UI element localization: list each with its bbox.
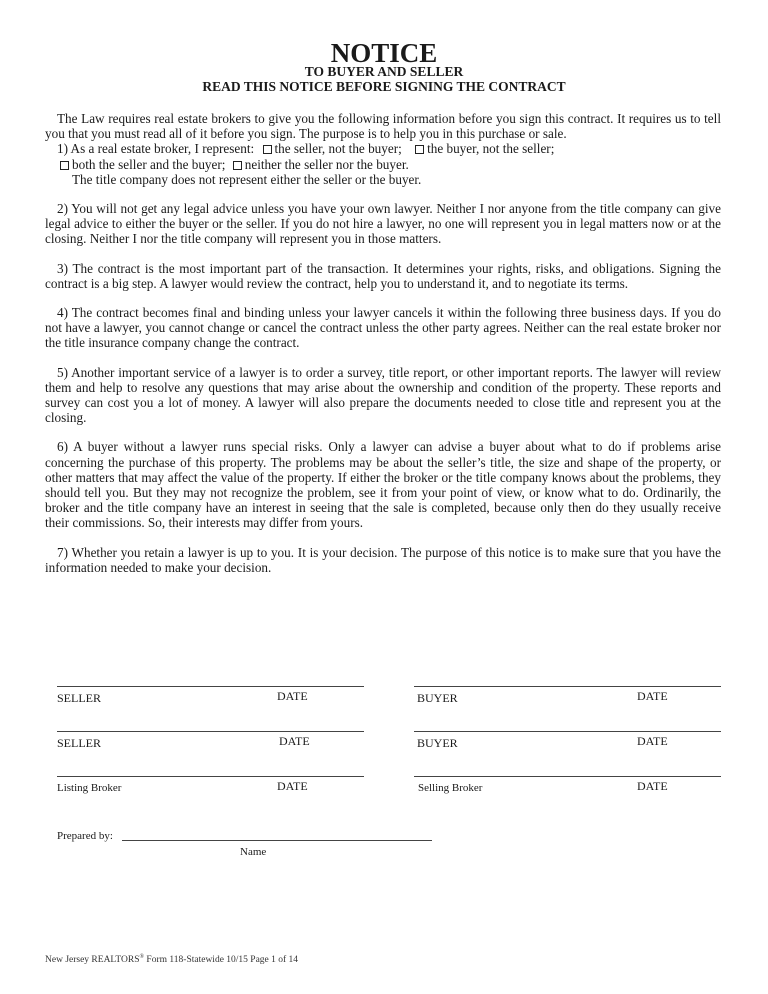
paragraph-2: 2) You will not get any legal advice unless you have your own lawyer. Neither I nor anyone from the title company can give legal advice to either the buyer or the seller. If you do not hire a lawyer, no one will represent you in legal matters now or at the closing. Neither I nor the title company will represent you in those matters. — [45, 201, 721, 247]
notice-body — [45, 111, 721, 589]
paragraph-7: 7) Whether you retain a lawyer is up to you. It is your decision. The purpose of this notice is to make sure that you have the information needed to make your decision. — [45, 544, 721, 575]
title-company-note: The title company does not represent either the seller or the buyer. — [72, 171, 422, 187]
seller2-label: SELLER — [57, 736, 101, 750]
paragraph-4: 4) The contract becomes final and binding unless your lawyer cancels it within the following three business days. If you do not have a lawyer, you cannot change or cancel the contract unless the other party agrees. Neither can the real estate broker nor the title insurance company change the contract. — [45, 305, 721, 351]
buyer2-date-label: DATE — [637, 734, 668, 748]
paragraph-6: 6) A buyer without a lawyer runs special risks. Only a lawyer can advise a buyer about what to do if problems arise concerning the purchase of this property. The problems may be about the seller’s title, the size and shape of the property, or other matters that may affect the value of the property. If either the broker or the title company knows about the problems, they should tell you. But they may not recognize the problem, see it from your point of view, or know what to do. Ordinarily, the broker and the title company have an interest in seeing that the sale is completed, because only then do they usually receive their commissions. So, their interests may differ from yours. — [45, 439, 721, 531]
checkbox-both[interactable] — [60, 161, 69, 170]
representation-section — [45, 141, 721, 187]
selling-broker-signature-line[interactable] — [414, 776, 721, 777]
buyer1-signature-line[interactable] — [414, 686, 721, 687]
prepared-by-name-label: Name — [240, 846, 267, 858]
option-seller-label: the seller, not the buyer; — [274, 141, 402, 157]
listing-broker-date-label: DATE — [277, 779, 308, 793]
seller2-date-label: DATE — [279, 734, 310, 748]
checkbox-buyer[interactable] — [415, 145, 424, 154]
option-both-label: both the seller and the buyer; — [72, 156, 226, 172]
intro-paragraph: The Law requires real estate brokers to give you the following information before you sign this contract. It requires us to tell you that you must read all of it before you sign. The purpose is to help you in this purchase or sale. — [45, 111, 721, 142]
footer-org: New Jersey REALTORS — [45, 955, 140, 966]
footer-form-info: Form 118-Statewide 10/15 Page 1 of 14 — [146, 955, 299, 966]
checkbox-seller[interactable] — [263, 145, 272, 154]
notice-title: NOTICE — [330, 38, 438, 68]
paragraph-3: 3) The contract is the most important part of the transaction. It determines your rights, risks, and obligations. Signing the contract is a big step. A lawyer would review the contract, help you to understand it, and to negotiate its terms. — [45, 260, 721, 291]
checkbox-neither[interactable] — [233, 161, 242, 170]
representation-lead: 1) As a real estate broker, I represent: — [57, 141, 255, 157]
registered-mark: ® — [139, 954, 145, 960]
notice-warning: READ THIS NOTICE BEFORE SIGNING THE CONTRACT — [202, 79, 566, 94]
prepared-by-label: Prepared by: — [57, 830, 113, 842]
selling-broker-date-label: DATE — [637, 779, 668, 793]
prepared-by-name-line[interactable] — [122, 840, 432, 841]
seller1-date-label: DATE — [277, 689, 308, 703]
buyer1-label: BUYER — [417, 691, 458, 705]
selling-broker-label: Selling Broker — [418, 782, 483, 794]
notice-subtitle: TO BUYER AND SELLER — [304, 64, 464, 79]
listing-broker-signature-line[interactable] — [57, 776, 364, 777]
paragraph-5: 5) Another important service of a lawyer is to order a survey, title report, or other important reports. The lawyer will review them and help to resolve any questions that may arise about the ownership and condition of the property. These reports and survey can cost you a lot of money. A lawyer will also prepare the documents needed to close title and represent you at the closing. — [45, 364, 721, 426]
seller1-signature-line[interactable] — [57, 686, 364, 687]
seller2-signature-line[interactable] — [57, 731, 364, 732]
buyer1-date-label: DATE — [637, 689, 668, 703]
listing-broker-label: Listing Broker — [57, 782, 122, 794]
option-buyer-label: the buyer, not the seller; — [427, 141, 555, 157]
option-neither-label: neither the seller nor the buyer. — [244, 156, 409, 172]
form-footer — [45, 951, 298, 966]
buyer2-label: BUYER — [417, 736, 458, 750]
seller1-label: SELLER — [57, 691, 101, 705]
buyer2-signature-line[interactable] — [414, 731, 721, 732]
